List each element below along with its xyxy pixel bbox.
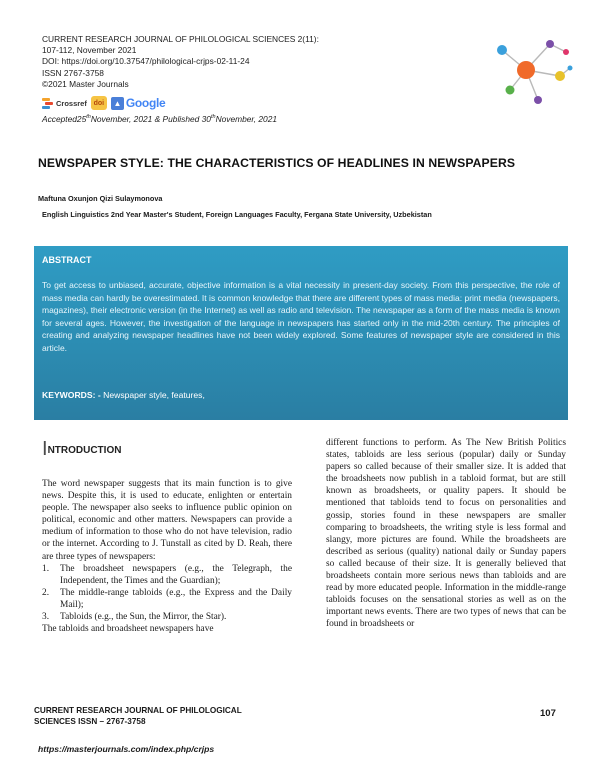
molecule-node <box>506 86 515 95</box>
abstract-text: To get access to unbiased, accurate, objective information is a vital necessity in present-day society. From this perspective, the role of mass media can hardly be overestimated. It is common knowledge that there are different types of mass media: print media (newspapers, magazines), their electronic version (in the Internet) as well as radio and television. The newspaper as a form of the mass media is known for several ages. However, the investigation of the language in newspapers has started only in the mid-20th century. The principles of creating and analyzing newspaper headlines have not been widely explored. Some features of newspaper style are considered in this article. <box>42 280 560 353</box>
newspaper-types-list <box>42 563 292 623</box>
issn: ISSN 2767-3758 <box>42 67 104 78</box>
molecule-center-node <box>517 61 535 79</box>
list-item: 2. The middle-range tabloids (e.g., the Express and the Daily Mail); <box>42 587 292 610</box>
right-column <box>326 437 566 631</box>
article-title: NEWSPAPER STYLE: THE CHARACTERISTICS OF HEADLINES IN NEWSPAPERS <box>38 156 516 170</box>
abstract-heading: ABSTRACT <box>42 255 92 265</box>
footer-journal-name: CURRENT RESEARCH JOURNAL OF PHILOLOGICAL SCIENCES ISSN – 2767-3758 <box>34 706 242 726</box>
left-column <box>42 478 292 635</box>
molecule-logo-icon <box>486 38 574 110</box>
molecule-node <box>546 40 554 48</box>
pages-date: 107-112, November 2021 <box>42 45 137 56</box>
doi-logo[interactable]: doi <box>91 96 107 110</box>
journal-header <box>42 34 372 90</box>
introduction-heading <box>42 440 121 458</box>
right-column-paragraph: different functions to perform. As The New British Politics states, tabloids are less serious (popular) daily or Sunday papers so called because of their smaller size. It is added that the broadsheets now publish in a tabloid format, but are still known as broadsheets, or quality papers. It should be mentioned that tabloids tend to focus on personalities and gossip, stories found in these newspapers are smaller comparing to broadsheets, the writing style is less formal and slangy, more pictures are found. While the broadsheets are described as serious (quality) national daily or Sunday papers so called because of their size. It is generally believed that broadsheets contain more serious news than tabloids and are read by more educated people. Information in the middle-range tabloids focuses on the sensational stories as well as on the important news events. There are two types of news that can be found in broadsheets or <box>326 438 566 630</box>
indexing-logos <box>42 95 165 111</box>
drop-cap: I <box>42 438 48 460</box>
intro-paragraph: The word newspaper suggests that its main function is to give news. Despite this, it is used to educate, enlighten or entertain people. The newspaper also seeks to influence public opinion on political, economic and other matters. Newspapers can provide a medium of information to those who do not have television, radio or the internet. According to J. Tunstall as cited by D. Reah, there are three types of newspapers: <box>42 479 292 562</box>
scholar-icon: ▲ <box>111 97 124 110</box>
google-scholar-logo[interactable] <box>111 96 166 110</box>
list-item: 1. The broadsheet newspapers (e.g., the Telegraph, the Independent, the Times and the Guardian); <box>42 563 292 586</box>
copyright: ©2021 Master Journals <box>42 78 129 89</box>
molecule-node <box>497 45 507 55</box>
intro-paragraph-continued: The tabloids and broadsheet newspapers have <box>42 624 214 635</box>
molecule-node <box>555 71 565 81</box>
page-number: 107 <box>540 708 556 719</box>
list-item: 3. Tabloids (e.g., the Sun, the Mirror, the Star). <box>42 612 227 623</box>
author-affiliation: English Linguistics 2nd Year Master's Student, Foreign Languages Faculty, Fergana State University, Uzbekistan <box>42 210 432 219</box>
keywords-value: Newspaper style, features, <box>100 390 205 400</box>
molecule-node <box>568 66 573 71</box>
introduction-heading-text: NTRODUCTION <box>47 445 122 456</box>
keywords <box>42 390 205 400</box>
crossref-icon <box>42 97 54 110</box>
accepted-published-dates: Accepted25thNovember, 2021 & Published 30thNovember, 2021 <box>42 114 278 124</box>
molecule-node <box>534 96 542 104</box>
crossref-logo[interactable] <box>42 97 87 110</box>
author-name: Maftuna Oxunjon Qizi Sulaymonova <box>38 194 163 203</box>
journal-citation: CURRENT RESEARCH JOURNAL OF PHILOLOGICAL SCIENCES 2(11): <box>42 34 319 44</box>
doi-link[interactable]: DOI: https://doi.org/10.37547/philological-crjps-02-11-24 <box>42 56 250 67</box>
abstract-section <box>34 246 568 420</box>
journal-url-link[interactable]: https://masterjournals.com/index.php/crjps <box>38 744 215 754</box>
keywords-label: KEYWORDS: - <box>42 390 101 400</box>
molecule-node <box>563 49 569 55</box>
crossref-label: Crossref <box>56 98 87 108</box>
google-label: Google <box>125 96 166 110</box>
